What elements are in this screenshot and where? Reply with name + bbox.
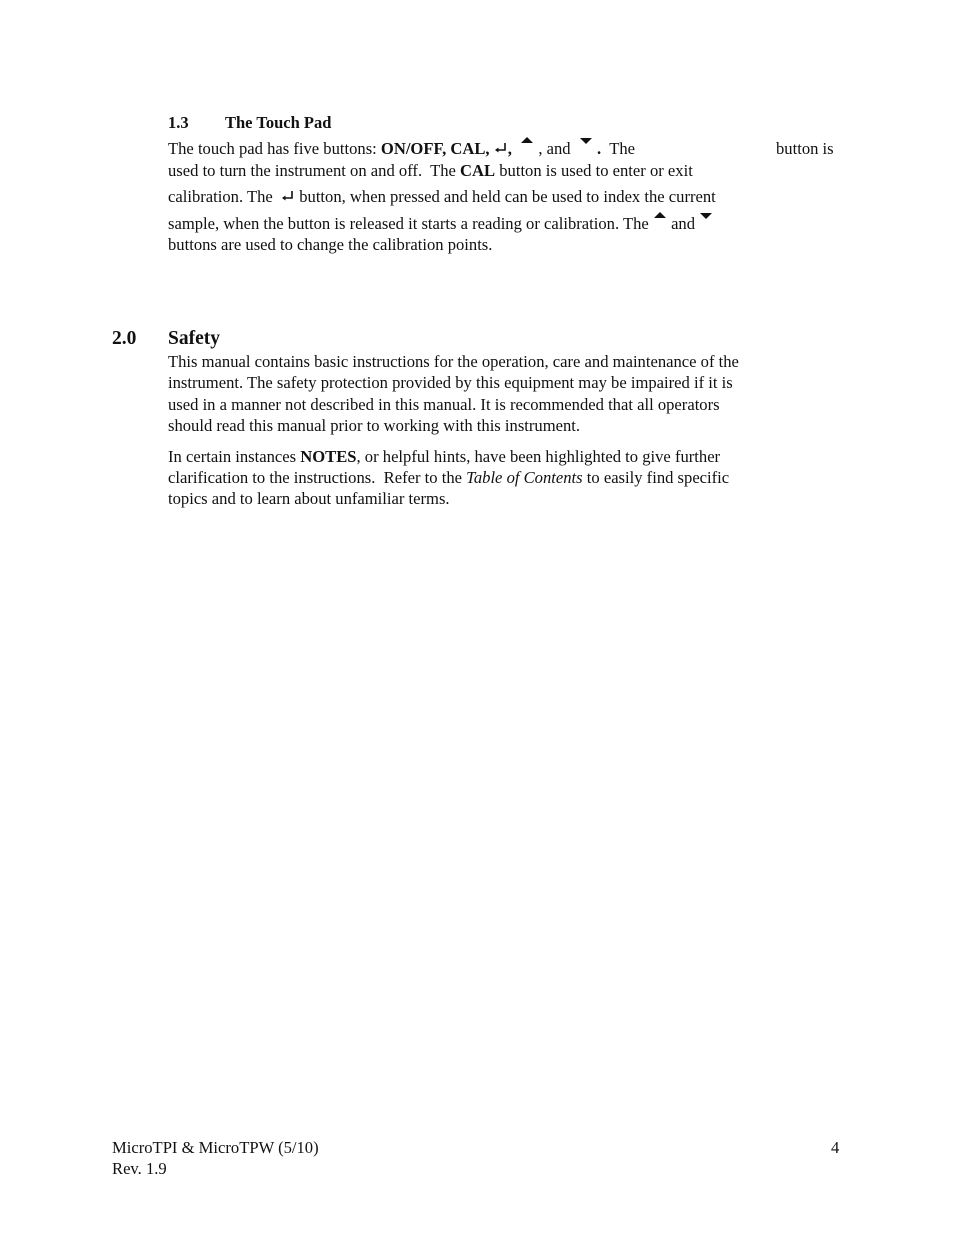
paragraph-line: should read this manual prior to working with this instrument.: [168, 416, 581, 435]
section-title: The Touch Pad: [225, 113, 332, 132]
enter-icon: [281, 187, 295, 207]
bold-text: NOTES: [300, 447, 357, 466]
text-run: , and: [534, 139, 575, 158]
down-arrow-icon: [579, 139, 593, 159]
section-number: 2.0: [112, 328, 137, 349]
paragraph-line: [168, 447, 720, 467]
bold-text: ON/OFF, CAL,: [380, 139, 494, 158]
paragraph-line: [168, 139, 635, 159]
text-run: The touch pad has five buttons:: [168, 139, 381, 158]
paragraph-line: instrument. The safety protection provided by this equipment may be impaired if it is: [168, 373, 733, 392]
down-arrow-icon: [699, 214, 713, 234]
text-run: and: [666, 214, 700, 233]
text-run: , or helpful hints, have been highlighted to give further: [356, 447, 721, 466]
text-run: clarification to the instructions. Refer to the: [168, 468, 467, 487]
footer-title: MicroTPI & MicroTPW (5/10): [112, 1138, 319, 1157]
page-number: 4: [831, 1138, 840, 1157]
enter-icon: [494, 139, 508, 159]
section-title: Safety: [168, 328, 220, 349]
paragraph-line: [168, 161, 693, 181]
text-run: used to turn the instrument on and off. The: [168, 161, 461, 180]
text-run: to easily find specific: [582, 468, 730, 487]
footer-revision: Rev. 1.9: [112, 1159, 167, 1178]
bold-text: CAL: [460, 161, 496, 180]
text-run: calibration. The: [168, 187, 277, 206]
bold-text: ,: [507, 139, 512, 158]
paragraph-line: used in a manner not described in this manual. It is recommended that all operators: [168, 395, 720, 414]
italic-text: Table of Contents: [466, 468, 583, 487]
text-run: In certain instances: [168, 447, 301, 466]
paragraph-line: buttons are used to change the calibration points.: [168, 235, 493, 254]
bold-text: .: [597, 139, 602, 158]
paragraph-line: [168, 468, 729, 488]
up-arrow-icon: [520, 139, 534, 159]
up-arrow-icon: [653, 214, 667, 234]
section-number: 1.3: [168, 113, 189, 132]
text-run: sample, when the button is released it starts a reading or calibration. The: [168, 214, 653, 233]
text-run: button, when pressed and held can be used to index the current: [299, 187, 716, 206]
paragraph-line: topics and to learn about unfamiliar terms.: [168, 489, 450, 508]
paragraph-line: This manual contains basic instructions for the operation, care and maintenance of the: [168, 352, 739, 371]
paragraph-line: [168, 214, 713, 234]
text-run: The: [601, 139, 635, 158]
text-run: button is used to enter or exit: [495, 161, 693, 180]
paragraph-line: [168, 187, 716, 207]
text-run: button is: [776, 139, 834, 158]
